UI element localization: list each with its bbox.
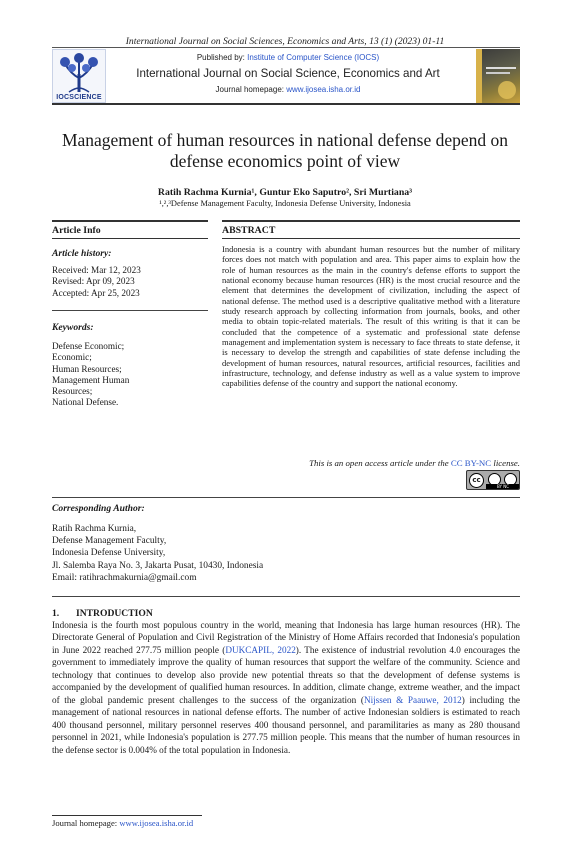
- corresponding-bottom-rule: [52, 596, 520, 597]
- article-info: [52, 220, 208, 299]
- abstract-text: Indonesia is a country with abundant human resources but the number of military forces does not match with population and area. This paper aims to explain how the role of human resources as the main in the country's defense efforts to support the national economy because human resources (HR) is the most crucial resource and the element that determines the development of civilization, including the aspect of national defense. The method used is a descriptive qualitative method with a literature study research approach by collecting information from journals, books, and other media to obtain topic-related materials. The result of this writing is that it can be concluded that the competence of a systematic and professional state defense management and implementation system is necessary to face threats to state defense, it is necessary to develop the strength and capabilities of state defense including the development of human resources, natural resources, artificial resources, facilities and infrastructure, technology, and defense industry as well as a value system to improve capabilities defense of the country and support the national economy.: [222, 244, 520, 389]
- logo-text: IOCSCIENCE: [56, 94, 102, 101]
- accepted-date: Accepted: Apr 25, 2023: [52, 287, 140, 298]
- journal-homepage: [112, 85, 464, 94]
- authors: Ratih Rachma Kurnia¹, Guntur Eko Saputro², Sri Murtiana³: [157, 187, 413, 198]
- history-heading: Article history:: [52, 248, 112, 259]
- cc-license-badge[interactable]: [466, 470, 520, 490]
- keyword-list: [52, 341, 208, 409]
- keyword-item: Defense Economic;: [52, 341, 125, 351]
- page-footer: [52, 818, 193, 828]
- affiliation: ¹,²,³Defense Management Faculty, Indonesia Defense University, Indonesia: [159, 199, 411, 208]
- license-prefix: This is an open access article under the: [309, 458, 451, 468]
- introduction-body: [52, 619, 520, 756]
- corresponding-details: [52, 523, 520, 584]
- introduction-section: [52, 608, 520, 756]
- license-suffix: license.: [491, 458, 520, 468]
- intro-text: Indonesia is the fourth most populous country in the world, meaning that Indonesia has large human resources (HR). The Directorate General of Population and Civil Registration of the Ministry of Home Affairs recorded that Indonesia's population in June 2022 reached 277.75 million people (: [52, 620, 520, 655]
- citation-link[interactable]: DUKCAPIL, 2022: [225, 644, 296, 655]
- abstract-heading: ABSTRACT: [222, 220, 520, 239]
- info-divider: [52, 310, 208, 311]
- published-by: [112, 53, 464, 62]
- introduction-heading: [52, 608, 520, 619]
- section-title: INTRODUCTION: [76, 608, 153, 619]
- journal-header: [52, 47, 520, 105]
- corr-line: Indonesia Defense University,: [52, 548, 166, 559]
- keyword-item: Resources;: [52, 386, 93, 397]
- header-center: [112, 47, 464, 94]
- received-date: Received: Mar 12, 2023: [52, 265, 141, 275]
- iocs-logo: [52, 49, 106, 103]
- citation-link[interactable]: Nijssen & Paauwe, 2012: [363, 694, 462, 705]
- keyword-item: National Defense.: [52, 397, 119, 408]
- corresponding-author: [52, 503, 520, 584]
- corr-line: Defense Management Faculty,: [52, 536, 167, 547]
- corr-line: Ratih Rachma Kurnia,: [52, 524, 137, 534]
- intro-text: ) including the management of national resources in national defense efforts. The number of active Indonesian soldiers is estimated to reach 400 thousand personnel, military personnel reserves 400 thousand personnel, and paramilitaries as many as 280 thousand personnel in 2021, while Indonesia's population is 277.75 million people. This means that the number of human resources in the defense sector is 0.004% of the total population in Indonesia.: [52, 694, 520, 755]
- corr-line: Jl. Salemba Raya No. 3, Jakarta Pusat, 10430, Indonesia: [52, 560, 264, 571]
- journal-name: International Journal on Social Science, Economics and Art: [136, 67, 440, 80]
- keywords-heading: Keywords:: [52, 322, 94, 333]
- homepage-link[interactable]: www.ijosea.isha.or.id: [286, 85, 361, 94]
- keywords-block: [52, 322, 208, 409]
- published-by-label: Published by:: [196, 53, 248, 62]
- publisher-link[interactable]: Institute of Computer Science (IOCS): [247, 53, 380, 62]
- header-bottom-rule: [52, 103, 520, 105]
- section-number: 1.: [52, 608, 60, 619]
- tree-icon: [55, 52, 103, 94]
- corr-email: Email: ratihrachmakurnia@gmail.com: [52, 572, 197, 583]
- license-link[interactable]: CC BY-NC: [450, 458, 492, 468]
- open-access-note: [222, 458, 520, 468]
- corresponding-top-rule: [52, 497, 520, 498]
- journal-cover-image: [476, 49, 520, 103]
- abstract-section: [222, 220, 520, 389]
- cc-icon: cc: [469, 473, 484, 488]
- cc-strip-text: BY NC: [486, 484, 520, 489]
- footer-label: Journal homepage:: [52, 818, 120, 828]
- footer-rule: [52, 815, 202, 816]
- revised-date: Revised: Apr 09, 2023: [52, 276, 135, 287]
- footer-link[interactable]: www.ijosea.isha.or.id: [119, 818, 194, 828]
- homepage-label: Journal homepage:: [215, 85, 287, 94]
- article-info-heading: Article Info: [52, 220, 208, 239]
- journal-citation: International Journal on Social Sciences, Economics and Arts, 13 (1) (2023) 01-11: [125, 36, 445, 47]
- corresponding-heading: Corresponding Author:: [52, 503, 145, 514]
- keyword-item: Management Human: [52, 374, 130, 385]
- keyword-item: Human Resources;: [52, 363, 122, 374]
- keyword-item: Economic;: [52, 352, 92, 363]
- intro-text: ). The existence of industrial revolution 4.0 encourages the government to immediately improve the quality of human resources that support the welfare of the community. Science and technology that continues to develop also provide new potential threats so that the development of defense systems is accompanied by the development of qualified human resources. In addition, climate change, extreme weather, and the impact of the global pandemic present challenges to the success of the organization (: [52, 644, 520, 705]
- article-title: Management of human resources in national defense depend on defense economics point of view: [61, 130, 509, 171]
